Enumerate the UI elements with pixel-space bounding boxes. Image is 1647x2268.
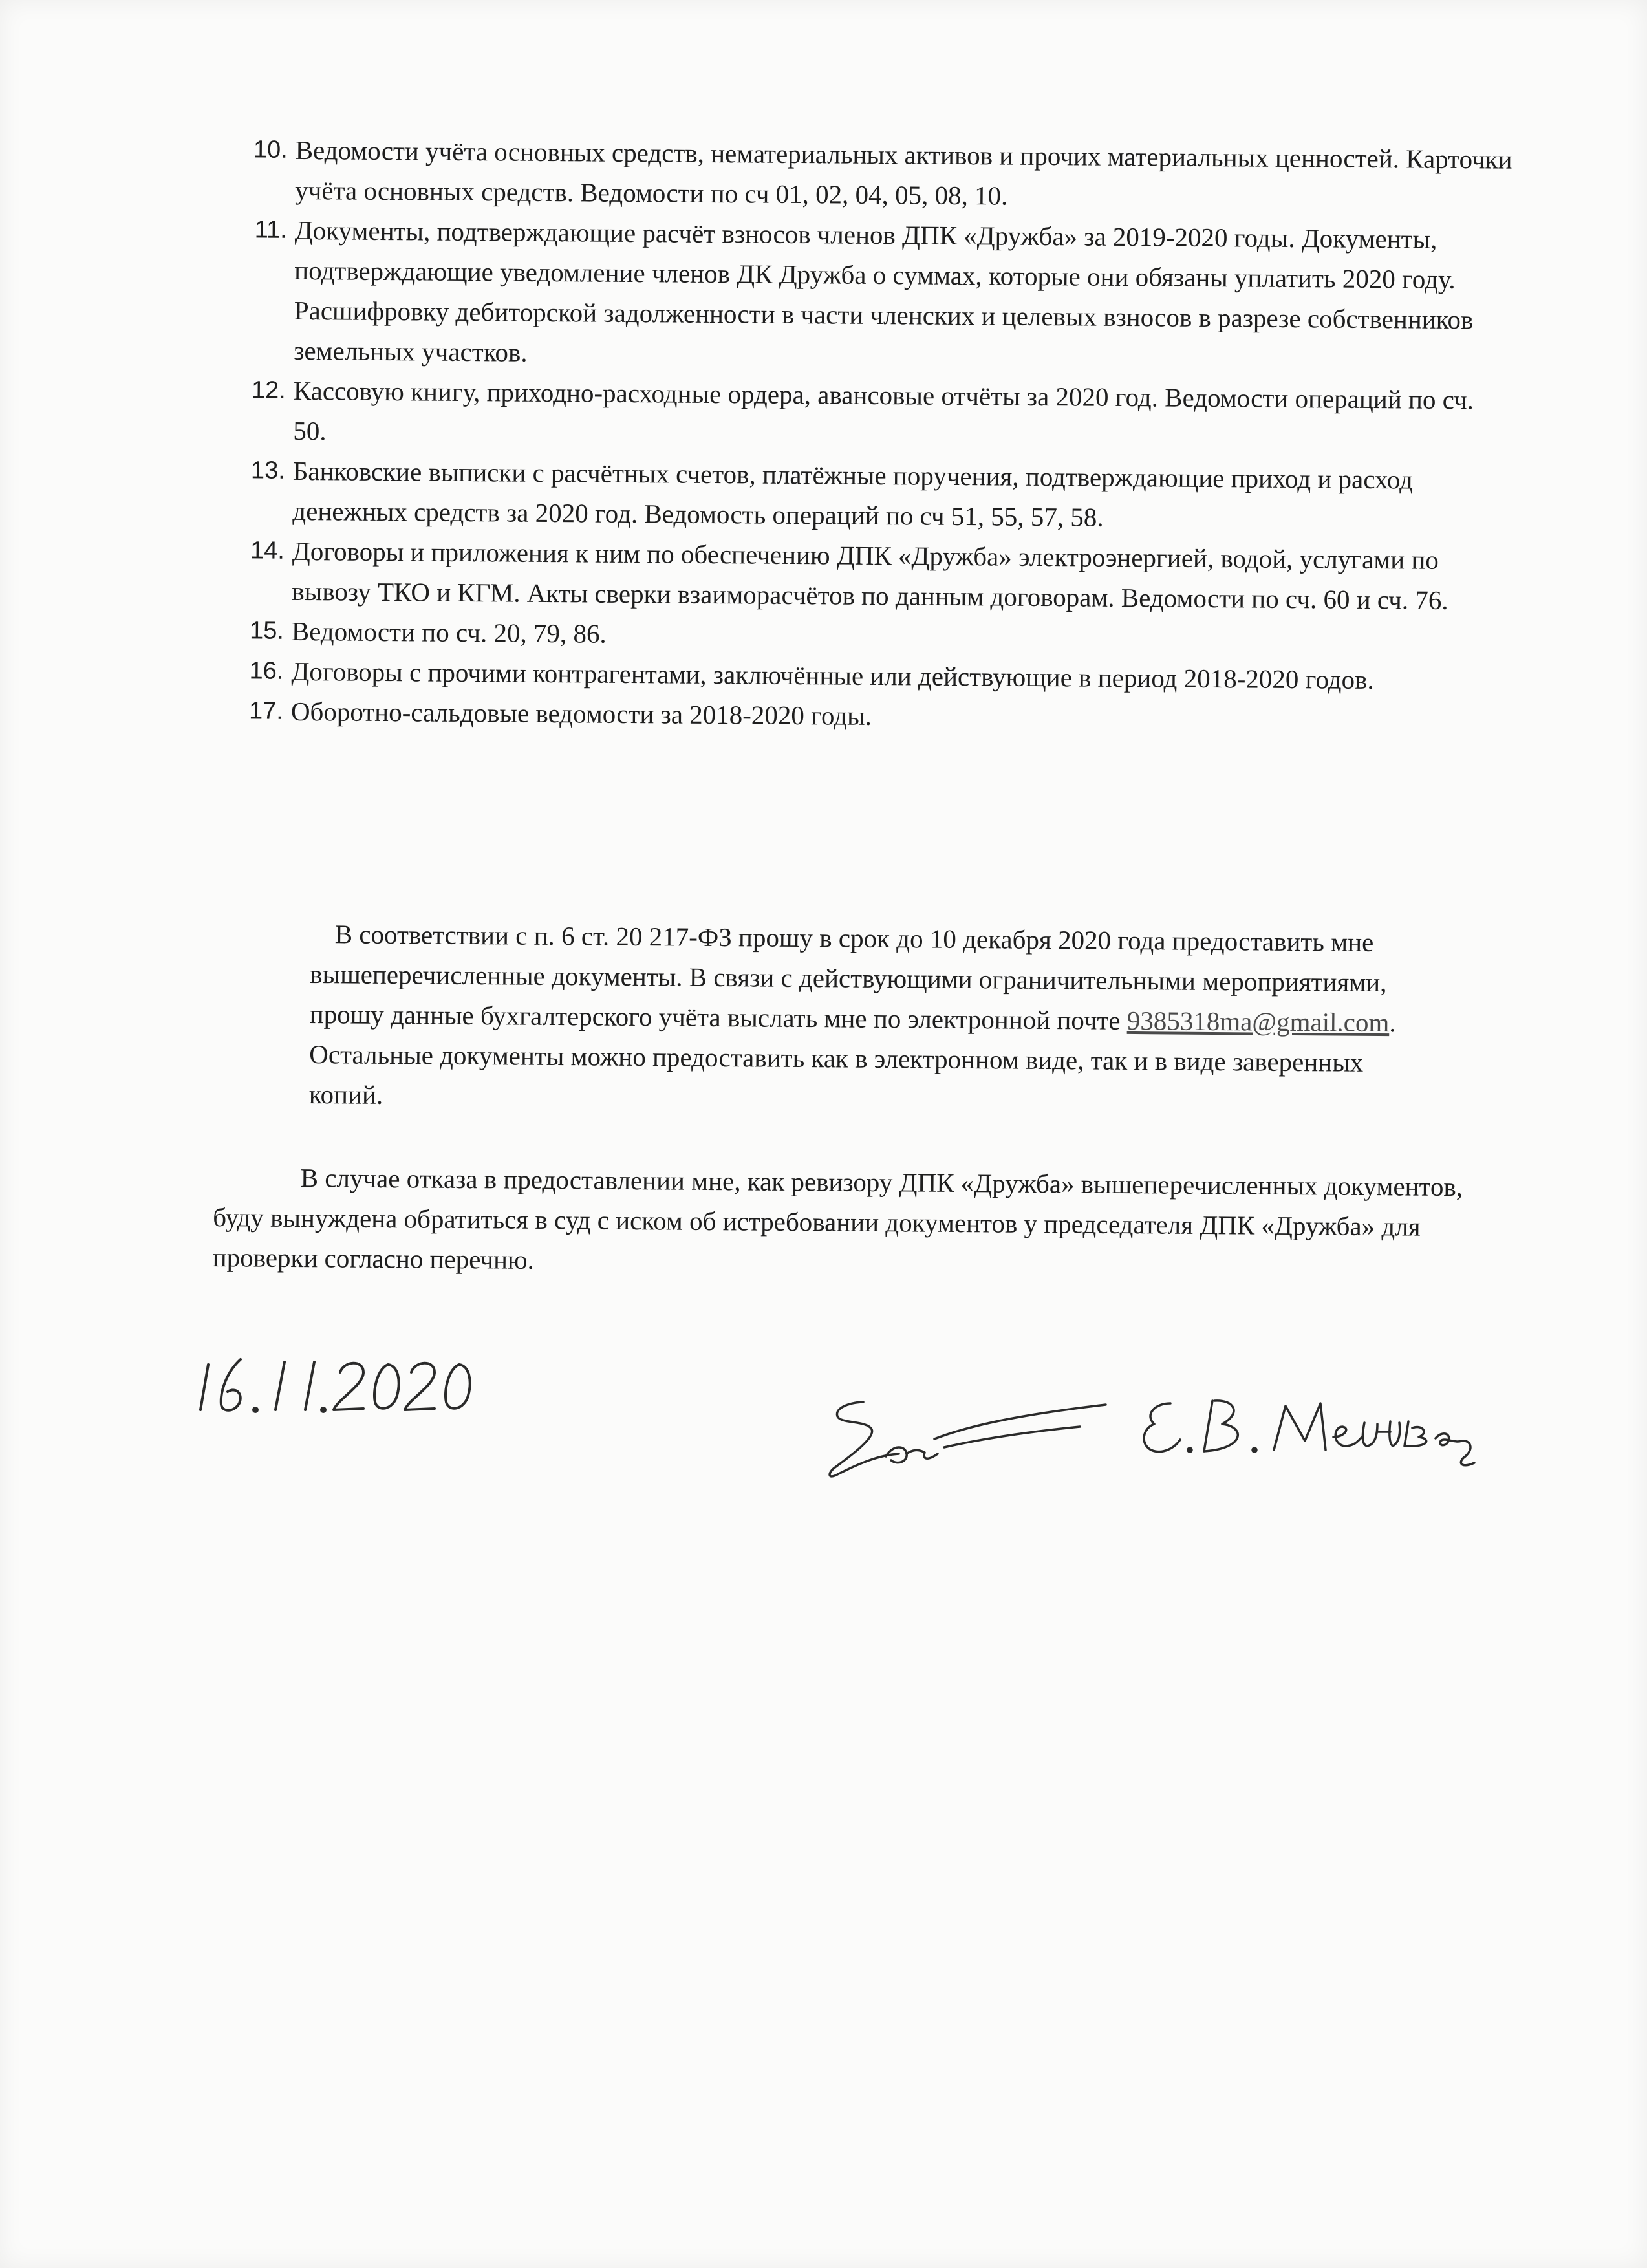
signature: [808, 1377, 1520, 1494]
request-paragraph: [309, 914, 1436, 1123]
handwritten-date: [194, 1345, 517, 1416]
handwritten-date-strokes: [200, 1359, 470, 1412]
item-text: Оборотно-сальдовые ведомости за 2018-2020 годы.: [290, 696, 872, 731]
item-number: 15.: [249, 617, 285, 645]
list-item: [219, 129, 1513, 220]
item-number: 10.: [253, 136, 288, 164]
list-item: [217, 450, 1511, 541]
list-item: [216, 530, 1510, 621]
item-number: 13.: [250, 457, 286, 484]
request-text-end: . Остальные документы можно предоставить как в электронном виде, так и в виде заверенных копий.: [308, 1008, 1396, 1110]
item-text: Кассовую книгу, приходно-расходные ордера, авансовые отчёты за 2020 год. Ведомости операций по сч. 50.: [293, 375, 1474, 446]
item-number: 17.: [248, 697, 284, 725]
signature-strokes: [830, 1401, 1474, 1476]
list-item: [217, 370, 1511, 460]
item-number: 14.: [250, 537, 285, 565]
item-number: 11.: [254, 216, 287, 244]
request-text-start: В соответствии с п. 6 ст. 20 217-ФЗ прошу в срок до 10 декабря 2020 года предоставить мне вышеперечисленные документы. В связи с действующими ограничительными мероприятиями, прошу данные бухгалтерского учёта выслать мне по электронной почте: [309, 919, 1387, 1035]
item-text: Ведомости по сч. 20, 79, 86.: [291, 616, 607, 649]
list-item: [218, 210, 1512, 380]
item-text: Ведомости учёта основных средств, нематериальных активов и прочих материальных ценностей. Карточки учёта основных средств. Ведомости по сч 01, 02, 04, 05, 08, 10.: [295, 135, 1512, 211]
email-link[interactable]: 9385318ma@gmail.com: [1126, 1005, 1390, 1038]
item-number: 12.: [251, 376, 286, 404]
refusal-paragraph: В случае отказа в предоставлении мне, как ревизору ДПК «Дружба» вышеперечисленных документов, буду вынуждена обратиться в суд с иском об истребовании документов у председателя ДПК «Дружба» для проверки согласно перечню.: [212, 1163, 1463, 1275]
document-list: [215, 129, 1513, 741]
item-text: Договоры и приложения к ним по обеспечению ДПК «Дружба» электроэнергией, водой, услугами по вывозу ТКО и КГМ. Акты сверки взаиморасчётов по данным договорам. Ведомости по сч. 60 и сч. 76.: [292, 535, 1448, 615]
item-text: Документы, подтверждающие расчёт взносов членов ДПК «Дружба» за 2019-2020 годы. Документы, подтверждающие уведомление членов ДК Дружба о суммах, которые они обязаны уплатить 2020 году. Расшифровку дебиторской задолженности в части членских и целевых взносов в разрезе собственников земельных участков.: [294, 215, 1474, 367]
item-number: 16.: [249, 657, 284, 685]
item-text: Договоры с прочими контрагентами, заключённые или действующие в период 2018-2020 годов.: [291, 656, 1374, 695]
item-text: Банковские выписки с расчётных счетов, платёжные поручения, подтверждающие приход и расход денежных средств за 2020 год. Ведомость операций по сч 51, 55, 57, 58.: [292, 455, 1414, 532]
